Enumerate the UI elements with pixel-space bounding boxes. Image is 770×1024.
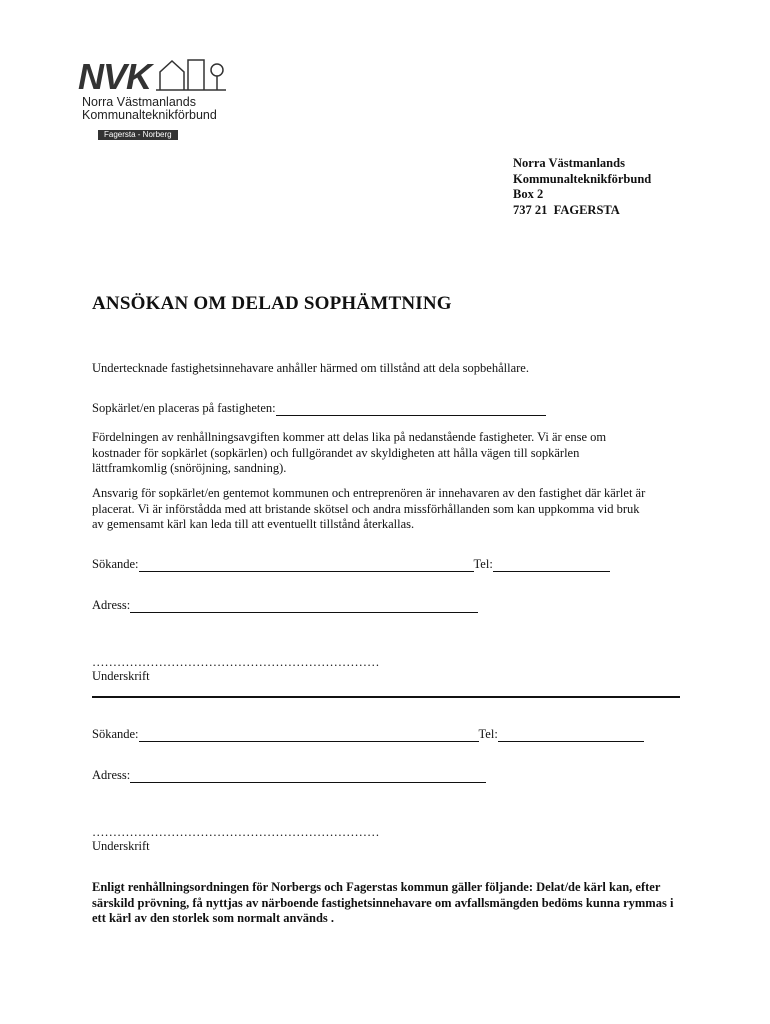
nvk-logo-mark [76,56,236,96]
applicant2-address-row [92,768,486,783]
regulation-note: Enligt renhållningsordningen för Norbergs och Fagerstas kommun gäller följande: Delat/de kärl kan, efter särskild prövning, få nyttjas av närboende fastighetsinnehavare om avfallsmängden bedöms kunna rymmas i ett kärl av den storlek som normalt används . [92,880,674,925]
applicant2-signature-dots[interactable]: …………………………………………………………… [92,825,380,839]
placement-label: Sopkärlet/en placeras på fastigheten: [92,401,276,415]
logo-badge: Fagersta - Norberg [98,130,178,140]
applicant1-tel-line[interactable] [493,559,610,572]
recipient-line3: Box 2 [513,187,544,201]
recipient-line4: 737 21 FAGERSTA [513,202,620,217]
tree-icon [211,64,223,76]
document-title: ANSÖKAN OM DELAD SOPHÄMTNING [92,293,452,314]
recipient-line2: Kommunalteknikförbund [513,171,652,186]
applicant2-tel-label: Tel: [478,727,498,741]
applicant1-row [92,557,610,572]
applicant1-name-line[interactable] [139,559,474,572]
applicant1-address-row [92,598,478,613]
applicant2-signature-label: Underskrift [92,839,150,853]
recipient-address [513,156,651,218]
logo-name-line1: Norra Västmanlands [82,95,196,109]
applicant1-address-line[interactable] [130,600,478,613]
applicant2-address-label: Adress: [92,768,131,782]
section-divider [92,696,680,698]
logo-name-line2: Kommunalteknikförbund [82,108,217,122]
building-icon [188,60,204,90]
applicant1-label: Sökande: [92,557,139,571]
intro-text: Undertecknade fastighetsinnehavare anhåller härmed om tillstånd att dela sopbehållare. [92,361,529,375]
applicant1-signature-dots[interactable]: …………………………………………………………… [92,655,380,669]
applicant2-row [92,727,644,742]
recipient-line1: Norra Västmanlands [513,156,625,170]
fee-paragraph: Fördelningen av renhållningsavgiften kommer att delas lika på nedanstående fastigheter. Vi är ense om kostnader för sopkärlet (sopkärlen) och fullgörandet av skyldigheten att hålla vägen till sopkärlen lättframkomlig (snöröjning, sandning). [92,430,607,475]
applicant1-address-label: Adress: [92,598,131,612]
applicant2-address-line[interactable] [130,770,486,783]
applicant2-label: Sökande: [92,727,139,741]
organization-logo [76,56,236,139]
applicant1-tel-label: Tel: [473,557,493,571]
house-icon [160,61,184,90]
placement-field [92,401,546,416]
logo-letters: NVK [78,56,152,96]
responsibility-paragraph: Ansvarig för sopkärlet/en gentemot kommunen och entreprenören är innehavaren av den fastighet där kärlet är placerat. Vi är införstådda med att bristande skötsel och andra missförhållanden som kan uppkomma vid bruk av gemensamt kärl kan leda till att eventuellt tillstånd återkallas. [92,486,646,531]
applicant2-name-line[interactable] [139,729,479,742]
placement-input-line[interactable] [276,403,546,416]
applicant2-tel-line[interactable] [498,729,644,742]
applicant1-signature-label: Underskrift [92,669,150,683]
